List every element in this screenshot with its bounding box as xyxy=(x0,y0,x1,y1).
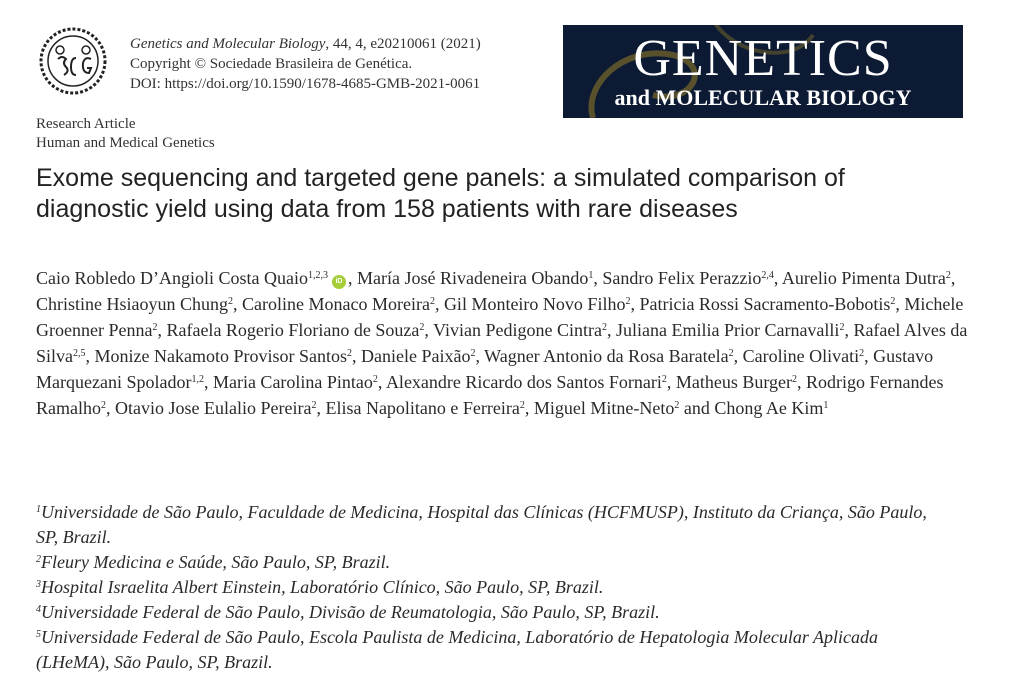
author-affiliation-marker: 2 xyxy=(661,374,667,385)
author-separator: , xyxy=(864,346,874,366)
author-name: Aurelio Pimenta Dutra xyxy=(781,268,946,288)
author-name: Rafaela Rogerio Floriano de Souza xyxy=(166,320,420,340)
author-name: Vivian Pedigone Cintra xyxy=(433,320,602,340)
journal-name: Genetics and Molecular Biology xyxy=(130,36,326,52)
affiliation-item xyxy=(36,575,936,600)
author-name: María José Rivadeneira Obando xyxy=(356,268,589,288)
author-affiliation-marker: 2 xyxy=(519,400,525,411)
author-name: Monize Nakamoto Provisor Santos xyxy=(94,346,347,366)
sbg-seal-icon xyxy=(38,26,108,96)
author-name: Patricia Rossi Sacramento-Bobotis xyxy=(639,294,891,314)
article-title: Exome sequencing and targeted gene panels: a simulated comparison of diagnostic yield using data from 158 patients with rare diseases xyxy=(36,164,845,223)
author-separator: , xyxy=(844,320,854,340)
affiliation-number: 2 xyxy=(36,554,41,565)
author-affiliation-marker: 2 xyxy=(792,374,798,385)
author-separator: , xyxy=(434,294,444,314)
affiliation-text: Universidade Federal de São Paulo, Escola Paulista de Medicina, Laboratório de Hepatologia Molecular Aplicada (LHeMA), São Paulo, SP, Brazil. xyxy=(36,627,879,672)
affiliation-text: Hospital Israelita Albert Einstein, Laboratório Clínico, São Paulo, SP, Brazil. xyxy=(41,577,604,597)
author-affiliation-marker: 2 xyxy=(372,374,378,385)
banner-subtitle: and MOLECULAR BIOLOGY xyxy=(614,85,912,110)
author-affiliation-marker: 2 xyxy=(419,322,425,333)
author-affiliation-marker: 2,4 xyxy=(761,270,774,281)
author-name: Daniele Paixão xyxy=(361,346,471,366)
affiliation-text: Universidade de São Paulo, Faculdade de Medicina, Hospital das Clínicas (HCFMUSP), Instituto da Criança, São Paulo, SP, Brazil. xyxy=(36,502,927,547)
affiliation-item xyxy=(36,500,936,550)
author-list xyxy=(36,265,986,421)
citation-details: , 44, 4, e20210061 (2021) xyxy=(325,36,481,52)
author-affiliation-marker: 1,2,3 xyxy=(307,270,328,281)
author-name: Maria Carolina Pintao xyxy=(212,372,373,392)
affiliation-text: Universidade Federal de São Paulo, Divisão de Reumatologia, São Paulo, SP, Brazil. xyxy=(41,602,660,622)
article-type-block xyxy=(36,115,215,153)
author-affiliation-marker: 2 xyxy=(859,348,865,359)
article-section: Human and Medical Genetics xyxy=(36,135,215,151)
author-name: Matheus Burger xyxy=(675,372,793,392)
affiliation-text: Fleury Medicina e Saúde, São Paulo, SP, Brazil. xyxy=(41,552,391,572)
author-separator: , xyxy=(157,320,167,340)
author-name: Michele Groenner Penna xyxy=(36,294,964,340)
author-name: Otavio Jose Eulalio Pereira xyxy=(115,398,312,418)
author-separator: , xyxy=(347,268,357,288)
author-affiliation-marker: 2 xyxy=(470,348,476,359)
author-name: Christine Hsiaoyun Chung xyxy=(36,294,228,314)
author-affiliation-marker: 2 xyxy=(625,296,631,307)
author-affiliation-marker: 2 xyxy=(101,400,106,411)
affiliation-list xyxy=(36,500,936,675)
affiliation-number: 1 xyxy=(36,504,41,515)
journal-banner xyxy=(563,25,963,118)
journal-citation xyxy=(130,34,481,54)
author-separator: , xyxy=(630,294,640,314)
author-separator: , xyxy=(203,372,213,392)
author-name: Alexandre Ricardo dos Santos Fornari xyxy=(385,372,662,392)
author-separator: , xyxy=(233,294,242,314)
author-separator: , xyxy=(797,372,807,392)
author-separator: , xyxy=(593,268,603,288)
author-affiliation-marker: 2 xyxy=(601,322,607,333)
affiliation-item xyxy=(36,550,936,575)
author-affiliation-marker: 2 xyxy=(347,348,352,359)
author-name: Wagner Antonio da Rosa Baratela xyxy=(484,346,729,366)
orcid-icon[interactable]: iD xyxy=(332,275,346,289)
author-name: Caroline Olivati xyxy=(742,346,860,366)
author-separator: and xyxy=(679,398,715,418)
author-name: Caroline Monaco Moreira xyxy=(242,294,430,314)
author-affiliation-marker: 2 xyxy=(674,400,680,411)
author-affiliation-marker: 2 xyxy=(728,348,734,359)
author-separator: , xyxy=(316,398,326,418)
author-separator: , xyxy=(377,372,386,392)
journal-header xyxy=(130,34,481,94)
doi-link[interactable]: DOI: https://doi.org/10.1590/1678-4685-GMB-2021-0061 xyxy=(130,76,481,92)
author-separator: , xyxy=(666,372,676,392)
author-affiliation-marker: 1 xyxy=(588,270,594,281)
author-name: Sandro Felix Perazzio xyxy=(602,268,762,288)
article-type: Research Article xyxy=(36,116,136,132)
author-name: Chong Ae Kim xyxy=(714,398,824,418)
author-separator: , xyxy=(895,294,905,314)
author-name: Elisa Napolitano e Ferreira xyxy=(325,398,520,418)
affiliation-number: 3 xyxy=(36,579,41,590)
author-name: Rafael Alves da Silva xyxy=(36,320,968,366)
author-separator: , xyxy=(950,268,956,288)
author-name: Gil Monteiro Novo Filho xyxy=(443,294,626,314)
author-affiliation-marker: 2 xyxy=(311,400,317,411)
author-separator: , xyxy=(524,398,534,418)
author-affiliation-marker: 2 xyxy=(945,270,951,281)
author-separator: , xyxy=(85,346,95,366)
author-affiliation-marker: 2 xyxy=(839,322,845,333)
author-affiliation-marker: 2,5 xyxy=(73,348,86,359)
author-separator: , xyxy=(475,346,485,366)
affiliation-item xyxy=(36,625,936,675)
author-separator: , xyxy=(606,320,616,340)
author-separator: , xyxy=(424,320,434,340)
author-separator: , xyxy=(773,268,782,288)
copyright-line: Copyright © Sociedade Brasileira de Genética. xyxy=(130,56,413,72)
author-separator: , xyxy=(733,346,743,366)
affiliation-number: 4 xyxy=(36,604,41,615)
author-name: Rodrigo Fernandes Ramalho xyxy=(36,372,944,418)
author-separator: , xyxy=(106,398,115,418)
affiliation-number: 5 xyxy=(36,629,41,640)
author-affiliation-marker: 2 xyxy=(429,296,435,307)
author-name: Gustavo Marquezani Spolador xyxy=(36,346,934,392)
author-separator: , xyxy=(352,346,361,366)
author-affiliation-marker: 2 xyxy=(228,296,233,307)
author-name: Caio Robledo D’Angioli Costa Quaio xyxy=(36,268,308,288)
affiliation-item xyxy=(36,600,936,625)
author-name: Miguel Mitne-Neto xyxy=(533,398,675,418)
banner-title: GENETICS xyxy=(633,30,893,87)
author-affiliation-marker: 2 xyxy=(890,296,896,307)
author-affiliation-marker: 1,2 xyxy=(191,374,204,385)
author-affiliation-marker: 1 xyxy=(823,400,829,411)
author-name: Juliana Emilia Prior Carnavalli xyxy=(615,320,840,340)
author-affiliation-marker: 2 xyxy=(152,322,158,333)
